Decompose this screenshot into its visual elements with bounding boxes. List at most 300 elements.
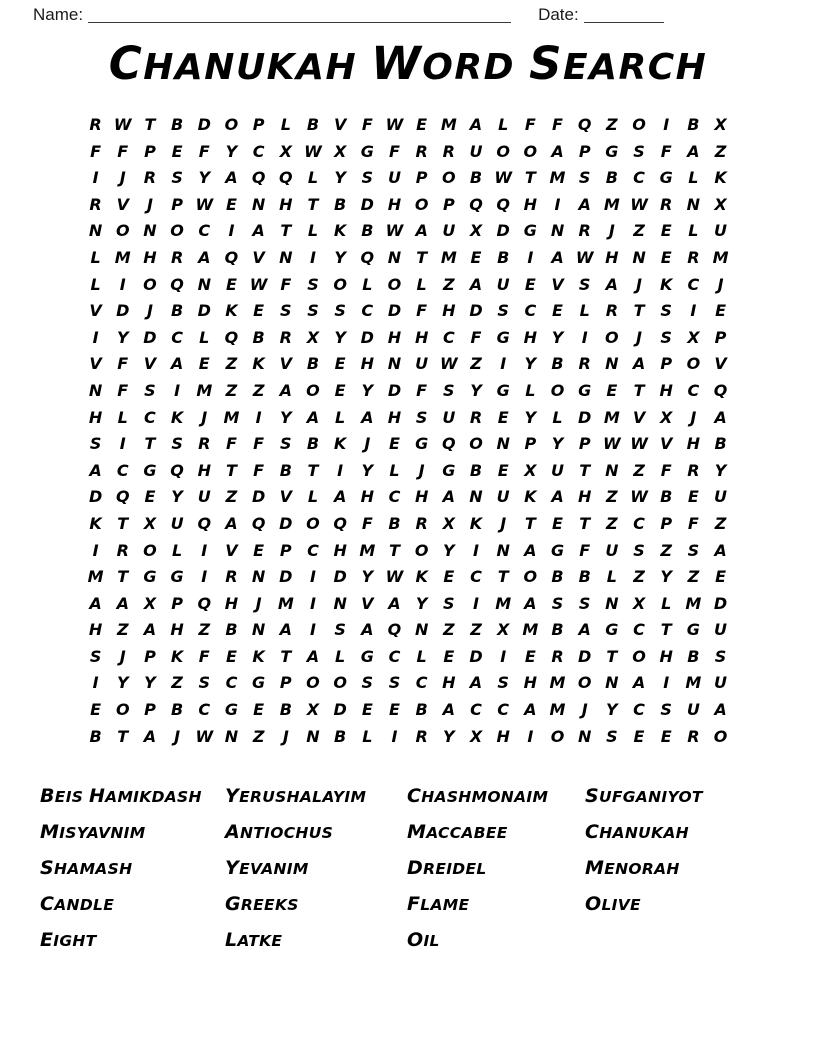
grid-cell[interactable]: H bbox=[442, 673, 456, 693]
grid-cell[interactable]: N bbox=[333, 593, 347, 613]
grid-cell[interactable]: E bbox=[389, 434, 400, 454]
word-list-item[interactable] bbox=[407, 814, 585, 850]
grid-cell[interactable]: A bbox=[605, 274, 619, 294]
grid-cell[interactable]: S bbox=[280, 301, 292, 321]
grid-cell[interactable]: Y bbox=[443, 540, 455, 560]
grid-cell[interactable]: I bbox=[554, 194, 561, 214]
grid-cell[interactable]: G bbox=[415, 434, 429, 454]
grid-cell[interactable]: U bbox=[714, 673, 728, 693]
grid-cell[interactable]: Z bbox=[714, 513, 727, 533]
grid-cell[interactable]: R bbox=[225, 567, 238, 587]
name-write-line[interactable] bbox=[88, 8, 511, 23]
grid-cell[interactable]: O bbox=[632, 115, 646, 134]
grid-cell[interactable]: C bbox=[633, 513, 645, 533]
grid-cell[interactable]: Z bbox=[198, 620, 211, 640]
word-list-item[interactable] bbox=[40, 922, 225, 958]
grid-cell[interactable]: R bbox=[442, 141, 455, 161]
grid-cell[interactable]: L bbox=[199, 327, 210, 347]
grid-cell[interactable]: R bbox=[89, 115, 102, 134]
grid-cell[interactable]: P bbox=[415, 168, 428, 188]
grid-cell[interactable]: A bbox=[714, 407, 727, 427]
grid-cell[interactable]: S bbox=[171, 434, 183, 454]
grid-cell[interactable]: Y bbox=[334, 327, 346, 347]
grid-cell[interactable]: E bbox=[552, 301, 563, 321]
grid-cell[interactable]: H bbox=[414, 327, 429, 347]
grid-cell[interactable]: P bbox=[144, 700, 156, 720]
grid-cell[interactable]: B bbox=[306, 354, 320, 374]
grid-cell[interactable]: W bbox=[494, 168, 512, 188]
grid-cell[interactable]: Y bbox=[415, 593, 428, 613]
grid-cell[interactable]: O bbox=[115, 221, 130, 241]
grid-cell[interactable]: Z bbox=[633, 460, 645, 480]
grid-cell[interactable]: U bbox=[686, 700, 700, 720]
grid-cell[interactable]: F bbox=[361, 513, 373, 533]
word-list-item[interactable] bbox=[407, 886, 585, 922]
grid-cell[interactable]: V bbox=[252, 247, 265, 267]
grid-cell[interactable]: K bbox=[659, 274, 673, 294]
grid-cell[interactable]: N bbox=[577, 726, 592, 746]
grid-cell[interactable]: Z bbox=[252, 380, 265, 400]
grid-cell[interactable]: Z bbox=[443, 620, 455, 640]
grid-cell[interactable]: N bbox=[88, 221, 103, 241]
grid-cell[interactable]: B bbox=[551, 620, 564, 640]
grid-cell[interactable]: B bbox=[469, 168, 483, 188]
grid-cell[interactable]: Z bbox=[443, 274, 455, 294]
grid-cell[interactable]: F bbox=[198, 646, 210, 666]
grid-cell[interactable]: Y bbox=[334, 247, 346, 267]
grid-cell[interactable]: T bbox=[280, 221, 292, 241]
grid-cell[interactable]: F bbox=[280, 274, 292, 294]
grid-cell[interactable]: H bbox=[523, 327, 538, 347]
grid-cell[interactable]: X bbox=[306, 327, 320, 347]
grid-cell[interactable]: R bbox=[89, 194, 102, 214]
grid-cell[interactable]: L bbox=[172, 540, 183, 560]
grid-cell[interactable]: N bbox=[279, 247, 293, 267]
grid-cell[interactable]: M bbox=[685, 593, 702, 613]
grid-cell[interactable]: F bbox=[90, 141, 102, 161]
grid-cell[interactable]: M bbox=[549, 700, 566, 720]
grid-cell[interactable]: G bbox=[360, 646, 374, 666]
grid-cell[interactable]: P bbox=[279, 673, 292, 693]
grid-cell[interactable]: U bbox=[469, 141, 483, 161]
grid-cell[interactable]: X bbox=[632, 593, 646, 613]
grid-cell[interactable]: I bbox=[500, 646, 507, 666]
grid-cell[interactable]: J bbox=[119, 646, 126, 666]
grid-cell[interactable]: H bbox=[523, 194, 538, 214]
grid-cell[interactable]: E bbox=[225, 194, 237, 214]
grid-cell[interactable]: X bbox=[143, 593, 157, 613]
grid-cell[interactable]: S bbox=[578, 168, 591, 188]
grid-cell[interactable]: S bbox=[714, 646, 727, 666]
grid-cell[interactable]: J bbox=[581, 700, 588, 720]
grid-cell[interactable]: E bbox=[171, 141, 183, 161]
grid-cell[interactable]: Q bbox=[278, 168, 293, 188]
grid-cell[interactable]: Z bbox=[225, 487, 238, 507]
grid-cell[interactable]: N bbox=[605, 354, 619, 374]
grid-cell[interactable]: Z bbox=[606, 513, 618, 533]
grid-cell[interactable]: L bbox=[362, 726, 373, 746]
grid-cell[interactable]: M bbox=[223, 407, 240, 427]
grid-cell[interactable]: B bbox=[306, 434, 320, 454]
grid-cell[interactable]: I bbox=[174, 380, 181, 400]
grid-cell[interactable]: H bbox=[88, 620, 103, 640]
grid-cell[interactable]: C bbox=[198, 221, 211, 241]
grid-cell[interactable]: W bbox=[630, 487, 648, 507]
grid-cell[interactable]: T bbox=[144, 115, 156, 134]
grid-cell[interactable]: R bbox=[116, 540, 129, 560]
grid-cell[interactable]: R bbox=[551, 646, 564, 666]
grid-cell[interactable]: A bbox=[551, 141, 564, 161]
grid-cell[interactable]: Y bbox=[524, 354, 537, 374]
grid-cell[interactable]: V bbox=[551, 274, 564, 294]
grid-cell[interactable]: H bbox=[224, 593, 239, 613]
grid-cell[interactable]: E bbox=[715, 301, 726, 321]
grid-cell[interactable]: N bbox=[686, 194, 701, 214]
grid-cell[interactable]: G bbox=[360, 141, 374, 161]
grid-cell[interactable]: F bbox=[524, 115, 536, 134]
grid-cell[interactable]: O bbox=[713, 726, 728, 746]
grid-cell[interactable]: F bbox=[117, 354, 129, 374]
grid-cell[interactable]: Y bbox=[551, 434, 564, 454]
grid-cell[interactable]: E bbox=[198, 354, 210, 374]
grid-cell[interactable]: M bbox=[440, 247, 457, 267]
grid-cell[interactable]: C bbox=[198, 700, 211, 720]
grid-cell[interactable]: G bbox=[550, 540, 565, 560]
grid-cell[interactable]: F bbox=[416, 380, 428, 400]
grid-cell[interactable]: I bbox=[92, 327, 99, 347]
grid-cell[interactable]: C bbox=[252, 141, 265, 161]
grid-cell[interactable]: N bbox=[306, 726, 320, 746]
grid-cell[interactable]: O bbox=[143, 274, 157, 294]
grid-cell[interactable]: B bbox=[89, 726, 102, 746]
grid-cell[interactable]: Q bbox=[251, 513, 266, 533]
grid-cell[interactable]: B bbox=[578, 567, 591, 587]
grid-cell[interactable]: C bbox=[687, 380, 700, 400]
grid-cell[interactable]: V bbox=[279, 354, 292, 374]
word-list-item[interactable] bbox=[585, 814, 765, 850]
grid-cell[interactable]: A bbox=[578, 194, 591, 214]
grid-cell[interactable]: R bbox=[578, 221, 591, 241]
grid-cell[interactable]: H bbox=[387, 407, 402, 427]
grid-cell[interactable]: I bbox=[690, 301, 697, 321]
grid-cell[interactable]: B bbox=[279, 460, 292, 480]
grid-cell[interactable]: B bbox=[334, 726, 347, 746]
grid-cell[interactable]: T bbox=[633, 380, 645, 400]
grid-cell[interactable]: T bbox=[225, 460, 237, 480]
grid-cell[interactable]: H bbox=[496, 726, 510, 746]
grid-cell[interactable]: H bbox=[442, 301, 456, 321]
grid-cell[interactable]: F bbox=[361, 115, 373, 134]
grid-cell[interactable]: Z bbox=[633, 567, 645, 587]
grid-cell[interactable]: A bbox=[442, 700, 456, 720]
grid-cell[interactable]: S bbox=[171, 168, 183, 188]
grid-cell[interactable]: L bbox=[389, 460, 400, 480]
grid-cell[interactable]: G bbox=[659, 168, 673, 188]
grid-cell[interactable]: D bbox=[197, 301, 211, 321]
grid-cell[interactable]: O bbox=[496, 141, 510, 161]
grid-cell[interactable]: U bbox=[496, 487, 510, 507]
word-list-item[interactable] bbox=[585, 886, 765, 922]
grid-cell[interactable]: V bbox=[361, 593, 374, 613]
grid-cell[interactable]: T bbox=[633, 301, 645, 321]
grid-cell[interactable]: O bbox=[306, 380, 320, 400]
grid-cell[interactable]: P bbox=[524, 434, 537, 454]
grid-cell[interactable]: Q bbox=[251, 168, 266, 188]
grid-cell[interactable]: K bbox=[225, 301, 238, 321]
grid-cell[interactable]: A bbox=[225, 168, 238, 188]
grid-cell[interactable]: M bbox=[522, 620, 539, 640]
grid-cell[interactable]: B bbox=[334, 194, 347, 214]
grid-cell[interactable]: A bbox=[143, 620, 157, 640]
grid-cell[interactable]: Q bbox=[333, 513, 347, 533]
grid-cell[interactable]: Y bbox=[714, 460, 727, 480]
grid-cell[interactable]: H bbox=[523, 673, 538, 693]
grid-cell[interactable]: X bbox=[714, 115, 727, 134]
grid-cell[interactable]: H bbox=[605, 247, 619, 267]
grid-cell[interactable]: F bbox=[416, 301, 428, 321]
grid-cell[interactable]: T bbox=[117, 513, 129, 533]
grid-cell[interactable]: G bbox=[605, 620, 619, 640]
grid-cell[interactable]: Q bbox=[197, 593, 212, 613]
grid-cell[interactable]: C bbox=[225, 673, 238, 693]
grid-cell[interactable]: L bbox=[335, 407, 346, 427]
grid-cell[interactable]: T bbox=[660, 620, 672, 640]
grid-cell[interactable]: F bbox=[660, 460, 672, 480]
grid-cell[interactable]: R bbox=[170, 247, 184, 267]
grid-cell[interactable]: B bbox=[415, 700, 428, 720]
grid-cell[interactable]: E bbox=[715, 567, 726, 587]
grid-cell[interactable]: M bbox=[440, 115, 457, 134]
grid-cell[interactable]: K bbox=[714, 168, 727, 188]
grid-cell[interactable]: L bbox=[688, 168, 699, 188]
grid-cell[interactable]: B bbox=[551, 354, 564, 374]
grid-cell[interactable]: X bbox=[279, 141, 292, 161]
grid-cell[interactable]: V bbox=[225, 540, 238, 560]
grid-cell[interactable]: M bbox=[277, 593, 294, 613]
grid-cell[interactable]: Y bbox=[225, 141, 238, 161]
date-write-line[interactable] bbox=[584, 8, 664, 23]
grid-cell[interactable]: S bbox=[198, 673, 211, 693]
grid-cell[interactable]: O bbox=[632, 646, 646, 666]
grid-cell[interactable]: R bbox=[415, 513, 428, 533]
grid-cell[interactable]: I bbox=[663, 673, 670, 693]
grid-cell[interactable]: A bbox=[687, 141, 700, 161]
grid-cell[interactable]: U bbox=[551, 460, 564, 480]
grid-cell[interactable]: J bbox=[201, 407, 208, 427]
grid-cell[interactable]: J bbox=[636, 327, 642, 347]
grid-cell[interactable]: S bbox=[280, 434, 292, 454]
grid-cell[interactable]: Z bbox=[252, 726, 265, 746]
grid-cell[interactable]: K bbox=[252, 646, 265, 666]
grid-cell[interactable]: Z bbox=[606, 115, 618, 134]
grid-cell[interactable]: D bbox=[578, 646, 592, 666]
grid-cell[interactable]: L bbox=[606, 567, 617, 587]
grid-cell[interactable]: J bbox=[119, 168, 126, 188]
grid-cell[interactable]: K bbox=[170, 646, 184, 666]
grid-cell[interactable]: I bbox=[255, 407, 262, 427]
grid-cell[interactable]: E bbox=[334, 354, 346, 374]
grid-cell[interactable]: F bbox=[253, 460, 265, 480]
grid-cell[interactable]: S bbox=[660, 301, 672, 321]
grid-cell[interactable]: W bbox=[304, 141, 322, 161]
grid-cell[interactable]: I bbox=[309, 247, 316, 267]
grid-cell[interactable]: T bbox=[307, 194, 319, 214]
grid-cell[interactable]: D bbox=[88, 487, 103, 507]
grid-cell[interactable]: Y bbox=[524, 407, 537, 427]
grid-cell[interactable]: G bbox=[252, 673, 266, 693]
grid-cell[interactable]: Z bbox=[225, 380, 238, 400]
grid-cell[interactable]: F bbox=[687, 513, 699, 533]
grid-cell[interactable]: W bbox=[249, 274, 268, 294]
grid-cell[interactable]: E bbox=[443, 567, 455, 587]
grid-cell[interactable]: H bbox=[387, 327, 402, 347]
grid-cell[interactable]: U bbox=[197, 487, 211, 507]
grid-cell[interactable]: O bbox=[306, 673, 320, 693]
grid-cell[interactable]: C bbox=[633, 700, 645, 720]
grid-cell[interactable]: O bbox=[523, 141, 538, 161]
word-list-item[interactable] bbox=[40, 850, 225, 886]
grid-cell[interactable]: T bbox=[307, 460, 319, 480]
grid-cell[interactable]: H bbox=[686, 434, 701, 454]
grid-cell[interactable]: Q bbox=[224, 327, 239, 347]
grid-cell[interactable]: C bbox=[524, 301, 537, 321]
grid-cell[interactable]: A bbox=[333, 487, 347, 507]
grid-cell[interactable]: X bbox=[306, 700, 320, 720]
grid-cell[interactable]: J bbox=[418, 460, 425, 480]
grid-cell[interactable]: L bbox=[416, 274, 427, 294]
grid-cell[interactable]: E bbox=[253, 540, 265, 560]
grid-cell[interactable]: S bbox=[633, 141, 645, 161]
grid-cell[interactable]: S bbox=[415, 407, 428, 427]
grid-cell[interactable]: L bbox=[416, 646, 427, 666]
grid-cell[interactable]: N bbox=[251, 567, 266, 587]
grid-cell[interactable]: G bbox=[496, 380, 510, 400]
grid-cell[interactable]: L bbox=[362, 274, 373, 294]
grid-cell[interactable]: N bbox=[414, 620, 429, 640]
word-list-item[interactable] bbox=[225, 778, 407, 814]
grid-cell[interactable]: A bbox=[198, 247, 211, 267]
grid-cell[interactable]: P bbox=[171, 593, 183, 613]
grid-cell[interactable]: J bbox=[364, 434, 371, 454]
word-list-item[interactable] bbox=[225, 886, 407, 922]
grid-cell[interactable]: L bbox=[307, 168, 319, 188]
grid-cell[interactable]: E bbox=[416, 115, 428, 134]
grid-cell[interactable]: D bbox=[116, 301, 130, 321]
grid-cell[interactable]: X bbox=[687, 327, 700, 347]
grid-cell[interactable]: F bbox=[253, 434, 265, 454]
grid-cell[interactable]: O bbox=[414, 540, 429, 560]
grid-cell[interactable]: D bbox=[387, 301, 402, 321]
grid-cell[interactable]: I bbox=[527, 247, 534, 267]
grid-cell[interactable]: E bbox=[225, 646, 237, 666]
grid-cell[interactable]: B bbox=[605, 168, 618, 188]
grid-cell[interactable]: C bbox=[116, 460, 129, 480]
grid-cell[interactable]: P bbox=[442, 194, 455, 214]
grid-cell[interactable]: A bbox=[170, 354, 184, 374]
grid-cell[interactable]: O bbox=[686, 354, 701, 374]
grid-cell[interactable]: A bbox=[89, 593, 102, 613]
grid-cell[interactable]: R bbox=[578, 354, 591, 374]
grid-cell[interactable]: B bbox=[687, 646, 700, 666]
grid-cell[interactable]: A bbox=[306, 407, 320, 427]
grid-cell[interactable]: T bbox=[416, 247, 428, 267]
grid-cell[interactable]: A bbox=[551, 247, 564, 267]
grid-cell[interactable]: C bbox=[144, 407, 156, 427]
grid-cell[interactable]: R bbox=[415, 141, 428, 161]
grid-cell[interactable]: X bbox=[333, 141, 347, 161]
grid-cell[interactable]: J bbox=[282, 726, 289, 746]
grid-cell[interactable]: C bbox=[497, 700, 510, 720]
grid-cell[interactable]: B bbox=[171, 700, 184, 720]
grid-cell[interactable]: Z bbox=[225, 354, 238, 374]
grid-cell[interactable]: M bbox=[549, 168, 566, 188]
grid-cell[interactable]: Y bbox=[279, 407, 292, 427]
grid-cell[interactable]: T bbox=[579, 513, 591, 533]
grid-cell[interactable]: B bbox=[551, 567, 564, 587]
grid-cell[interactable]: A bbox=[306, 646, 320, 666]
grid-cell[interactable]: M bbox=[196, 380, 213, 400]
grid-cell[interactable]: Z bbox=[687, 567, 700, 587]
grid-cell[interactable]: W bbox=[630, 194, 648, 214]
grid-cell[interactable]: P bbox=[144, 141, 156, 161]
grid-cell[interactable]: E bbox=[253, 700, 265, 720]
grid-cell[interactable]: S bbox=[443, 593, 455, 613]
grid-cell[interactable]: E bbox=[633, 726, 645, 746]
grid-cell[interactable]: C bbox=[388, 487, 401, 507]
grid-cell[interactable]: D bbox=[251, 487, 266, 507]
grid-cell[interactable]: D bbox=[578, 407, 592, 427]
grid-cell[interactable]: S bbox=[687, 540, 700, 560]
grid-cell[interactable]: J bbox=[500, 513, 507, 533]
grid-cell[interactable]: A bbox=[252, 221, 265, 241]
grid-cell[interactable]: C bbox=[470, 567, 482, 587]
grid-cell[interactable]: B bbox=[660, 487, 673, 507]
grid-cell[interactable]: B bbox=[279, 700, 292, 720]
grid-cell[interactable]: Y bbox=[551, 327, 564, 347]
grid-cell[interactable]: F bbox=[470, 327, 482, 347]
grid-cell[interactable]: A bbox=[116, 593, 129, 613]
grid-cell[interactable]: J bbox=[636, 274, 642, 294]
grid-cell[interactable]: X bbox=[442, 513, 455, 533]
grid-cell[interactable]: E bbox=[552, 513, 563, 533]
grid-cell[interactable]: L bbox=[579, 301, 590, 321]
grid-cell[interactable]: M bbox=[603, 194, 620, 214]
grid-cell[interactable]: L bbox=[552, 407, 563, 427]
grid-cell[interactable]: A bbox=[578, 620, 591, 640]
grid-cell[interactable]: A bbox=[524, 593, 537, 613]
grid-cell[interactable]: S bbox=[388, 673, 401, 693]
grid-cell[interactable]: E bbox=[253, 301, 265, 321]
grid-cell[interactable]: Q bbox=[115, 487, 130, 507]
grid-cell[interactable]: D bbox=[360, 327, 374, 347]
grid-cell[interactable]: P bbox=[279, 540, 292, 560]
grid-cell[interactable]: H bbox=[279, 194, 293, 214]
grid-cell[interactable]: J bbox=[146, 194, 153, 214]
grid-cell[interactable]: N bbox=[550, 221, 565, 241]
grid-cell[interactable]: J bbox=[690, 407, 697, 427]
grid-cell[interactable]: N bbox=[605, 593, 619, 613]
grid-cell[interactable]: D bbox=[197, 115, 211, 134]
grid-cell[interactable]: O bbox=[143, 540, 157, 560]
grid-cell[interactable]: W bbox=[603, 434, 621, 454]
grid-cell[interactable]: V bbox=[89, 354, 102, 374]
grid-cell[interactable]: O bbox=[306, 513, 320, 533]
grid-cell[interactable]: R bbox=[279, 327, 292, 347]
grid-cell[interactable]: H bbox=[387, 194, 402, 214]
grid-cell[interactable]: O bbox=[469, 434, 483, 454]
grid-cell[interactable]: K bbox=[170, 407, 184, 427]
grid-cell[interactable]: Z bbox=[633, 221, 645, 241]
